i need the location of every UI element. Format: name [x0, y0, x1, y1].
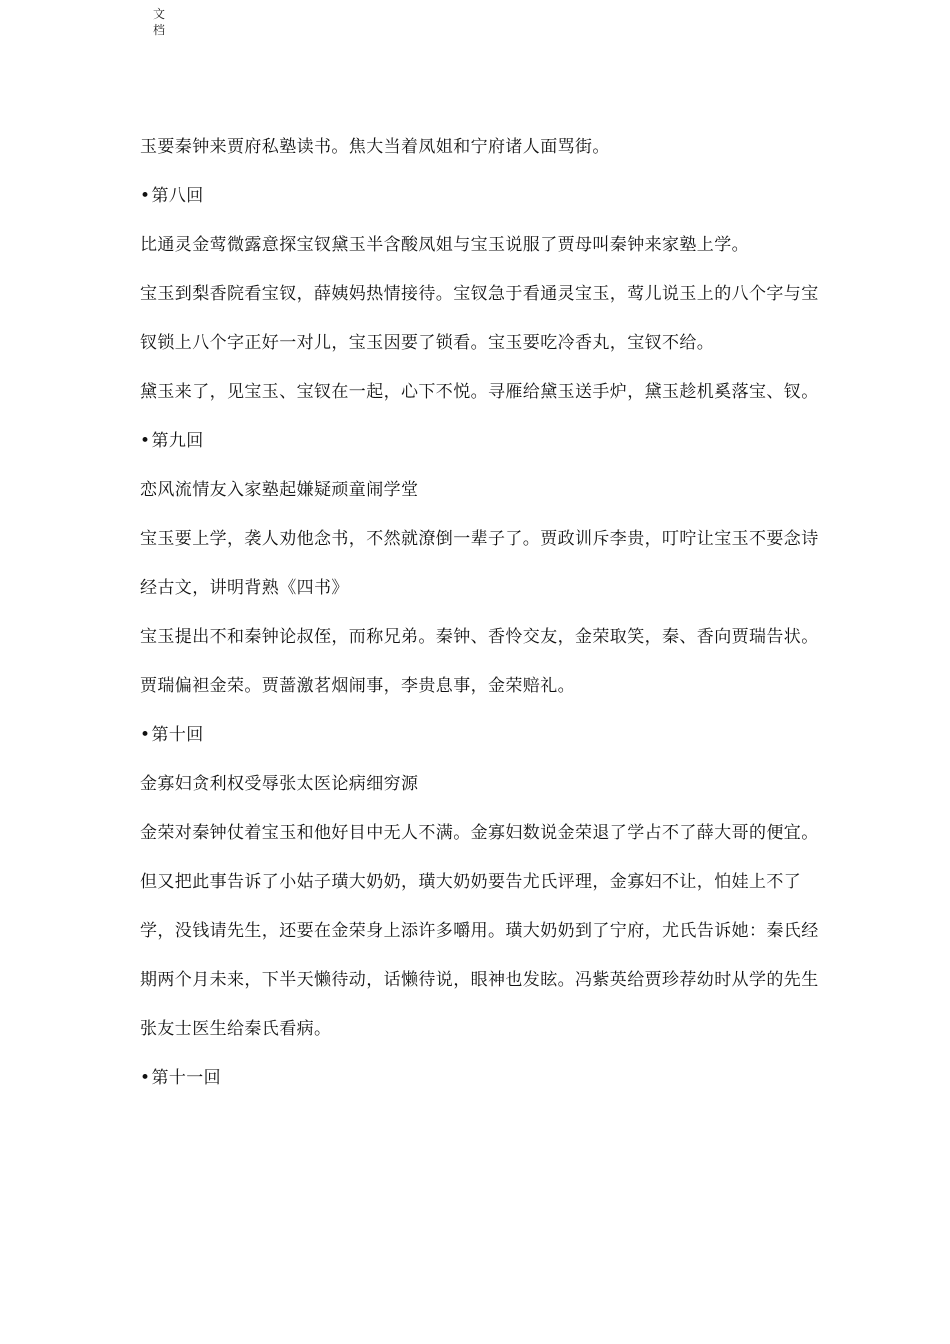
chapter-8-paragraph-2: 黛玉来了，见宝玉、宝钗在一起，心下不悦。寻雁给黛玉送手炉，黛玉趁机奚落宝、钗。: [140, 382, 819, 402]
header-mark-char-2: 档: [152, 23, 165, 37]
chapter-10-title: 金寡妇贪利权受辱张太医论病细穷源: [140, 774, 419, 794]
chapter-heading-8: • 第八回: [140, 172, 830, 221]
chapter-heading-10: • 第十回: [140, 711, 830, 760]
paragraph-intro: 玉要秦钟来贾府私塾读书。焦大当着凤姐和宁府诸人面骂街。: [140, 137, 610, 157]
chapter-heading-9: • 第九回: [140, 417, 830, 466]
chapter-8-paragraph-1: 宝玉到梨香院看宝钗，薛姨妈热情接待。宝钗急于看通灵宝玉，莺儿说玉上的八个字与宝钗锁上八个字正好一对儿，宝玉因要了锁看。宝玉要吃冷香丸，宝钗不给。: [140, 284, 819, 353]
chapter-9-paragraph-2: 宝玉提出不和秦钟论叔侄，而称兄弟。秦钟、香怜交友，金荣取笑，秦、香向贾瑞告状。贾瑞偏袒金荣。贾蔷激茗烟闹事，李贵息事，金荣赔礼。: [140, 627, 819, 696]
document-header-mark: [152, 6, 166, 38]
chapter-9-title: 恋风流情友入家塾起嫌疑顽童闹学堂: [140, 480, 419, 500]
chapter-9-paragraph-1: 宝玉要上学，袭人劝他念书，不然就潦倒一辈子了。贾政训斥李贵，叮咛让宝玉不要念诗经古文，讲明背熟《四书》: [140, 529, 819, 598]
chapter-heading-11: • 第十一回: [140, 1054, 830, 1103]
chapter-10-paragraph-1: 金荣对秦钟仗着宝玉和他好目中无人不满。金寡妇数说金荣退了学占不了薛大哥的便宜。但又把此事告诉了小姑子璜大奶奶，璜大奶奶要告尤氏评理，金寡妇不让，怕娃上不了学，没钱请先生，还要在金荣身上添许多嚼用。璜大奶奶到了宁府，尤氏告诉她：秦氏经期两个月未来，下半天懒待动，话懒待说，眼神也发眩。冯紫英给贾珍荐幼时从学的先生张友士医生给秦氏看病。: [140, 823, 819, 1039]
document-body: [140, 123, 830, 1103]
header-mark-char-1: 文: [152, 7, 165, 21]
chapter-8-title: 比通灵金莺微露意探宝钗黛玉半含酸凤姐与宝玉说服了贾母叫秦钟来家塾上学。: [140, 235, 749, 255]
